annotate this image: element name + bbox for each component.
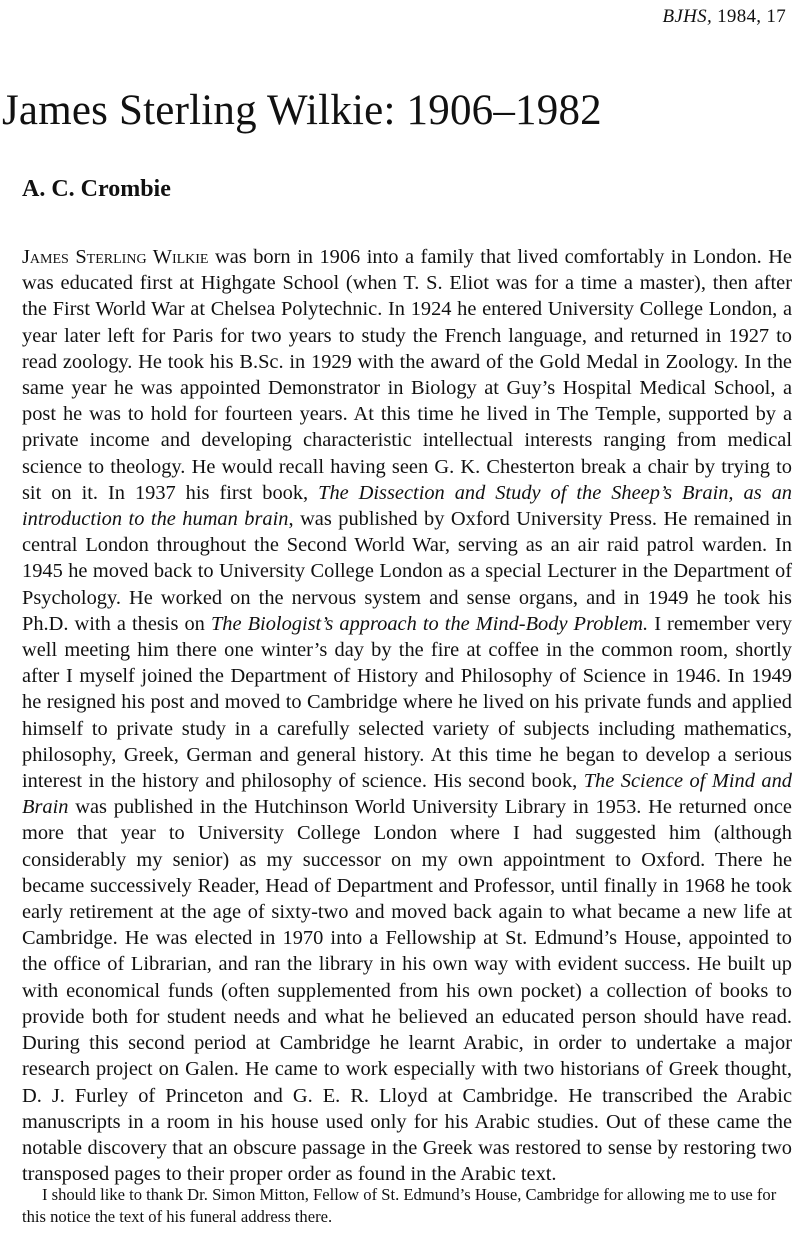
journal-abbreviation: BJHS, — [662, 6, 713, 27]
thesis-title: The Biologist’s approach to the Mind-Body Problem. — [210, 612, 649, 635]
body-segment-2: , was published by Oxford University Press. He remained in central London throughout the Second World War, serving as an air raid patrol warden. In 1945 he moved back to University College London as a special Lecturer in the Department of Psychology. He worked on the nervous system and sense organs, and in 1949 he took his Ph.D. with a thesis on — [22, 508, 792, 635]
acknowledgement-footnote: I should like to thank Dr. Simon Mitton, Fellow of St. Edmund’s House, Cambridge for allowing me to use for this notice the text of his funeral address there. — [22, 1185, 777, 1226]
first-book-title: The Dissection and Study of the Sheep’s Brain, as an introduction to the human brain — [22, 481, 792, 531]
body-segment-1: was born in 1906 into a family that lived comfortably in London. He was educated first at Highgate School (when T. S. Eliot was for a time a master), then after the First World War at Chelsea Polytechnic. In 1924 he entered University College London, a year later left for Paris for two years to study the French language, and returned in 1927 to read zoology. He took his B.Sc. in 1929 with the award of the Gold Medal in Zoology. In the same year he was appointed Demonstrator in Biology at Guy’s Hospital Medical School, a post he was to hold for fourteen years. At this time he lived in The Temple, supported by a private income and developing characteristic intellectual interests ranging from medical science to theology. He would recall having seen G. K. Chesterton break a chair by trying to sit on it. In 1937 his first book, — [22, 246, 792, 504]
year-page: 1984, 17 — [717, 6, 786, 27]
body-segment-4: was published in the Hutchinson World University Library in 1953. He returned once more that year to University College London where I had suggested him (although considerably my senior) as my successor on my own appointment to Oxford. There he became successively Reader, Head of Department and Professor, until finally in 1968 he took early retirement at the age of sixty-two and moved back again to what became a new life at Cambridge. He was elected in 1970 into a Fellowship at St. Edmund’s House, appointed to the office of Librarian, and ran the library in his own way with evident success. He built up with economical funds (often supplemented from his own pocket) a collection of books to provide both for student needs and what he believed an educated person should have read. During this second period at Cambridge he learnt Arabic, in order to undertake a major research project on Galen. He came to work especially with two historians of Greek thought, D. J. Furley of Princeton and G. E. R. Lloyd at Cambridge. He transcribed the Arabic manuscripts in a room in his house used only for his Arabic studies. Out of these came the notable discovery that an obscure passage in the Greek was restored to sense by restoring two transposed pages to their proper order as found in the Arabic text. — [22, 796, 792, 1186]
running-head — [663, 6, 786, 28]
body-segment-3: I remember very well meeting him there one winter’s day by the fire at coffee in the common room, shortly after I myself joined the Department of History and Philosophy of Science in 1946. In 1949 he resigned his post and moved to Cambridge where he lived on his private funds and applied himself to private study in a carefully selected variety of subjects including mathematics, philosophy, Greek, German and general history. At this time he began to develop a serious interest in the history and philosophy of science. His second book, — [22, 612, 792, 793]
article-body — [22, 244, 792, 1187]
article-title: James Sterling Wilkie: 1906–1982 — [2, 87, 602, 134]
author-name: A. C. Crombie — [22, 176, 171, 202]
lead-in-name: James Sterling Wilkie — [22, 246, 209, 268]
second-book-title: The Science of Mind and Brain — [22, 770, 792, 819]
